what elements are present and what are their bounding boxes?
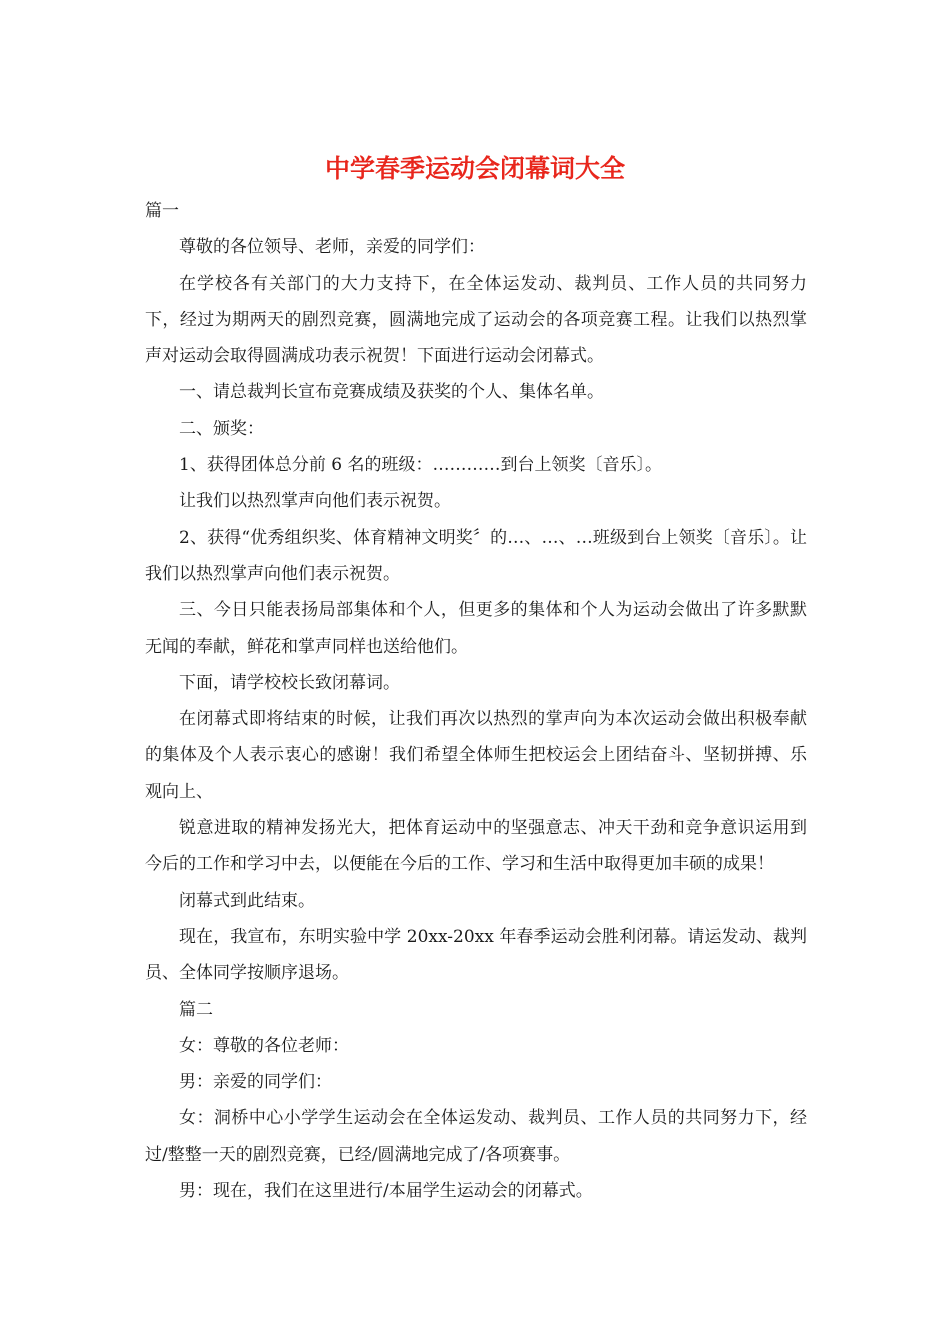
body-paragraph: 现在，我宣布，东明实验中学 20xx-20xx 年春季运动会胜利闭幕。请运发动、裁判员、全体同学按顺序退场。 <box>145 926 807 984</box>
body-paragraph: 闭幕式到此结束。 <box>179 890 315 911</box>
section-heading-part-one: 篇一 <box>145 201 179 221</box>
document-title: 中学春季运动会闭幕词大全 <box>324 154 625 183</box>
salutation: 尊敬的各位领导、老师，亲爱的同学们： <box>179 237 485 258</box>
body-paragraph: 2、获得“优秀组织奖、体育精神文明奖〞的…、…、…班级到台上领奖〔音乐〕。让我们以热烈掌声向他们表示祝贺。 <box>145 527 807 584</box>
body-paragraph: 在学校各有关部门的大力支持下，在全体运发动、裁判员、工作人员的共同努力下，经过为期两天的剧烈竞赛，圆满地完成了运动会的各项竞赛工程。让我们以热烈掌声对运动会取得圆满成功表示祝贺！下面进行运动会闭幕式。 <box>145 273 807 367</box>
section-heading-part-two: 篇二 <box>179 999 213 1020</box>
body-paragraph: 三、今日只能表扬局部集体和个人，但更多的集体和个人为运动会做出了许多默默无闻的奉献，鲜花和掌声同样也送给他们。 <box>145 600 807 657</box>
body-paragraph: 让我们以热烈掌声向他们表示祝贺。 <box>179 491 451 512</box>
dialogue-line: 男：亲爱的同学们： <box>179 1072 332 1093</box>
dialogue-line: 女：尊敬的各位老师： <box>179 1035 349 1056</box>
dialogue-line: 女：洞桥中心小学学生运动会在全体运发动、裁判员、工作人员的共同努力下，经过/整整一天的剧烈竞赛，已经/圆满地完成了/各项赛事。 <box>145 1108 807 1165</box>
dialogue-line: 男：现在，我们在这里进行/本届学生运动会的闭幕式。 <box>179 1181 593 1202</box>
body-paragraph: 在闭幕式即将结束的时候，让我们再次以热烈的掌声向为本次运动会做出积极奉献的集体及个人表示衷心的感谢！我们希望全体师生把校运会上团结奋斗、坚韧拼搏、乐观向上、 <box>145 709 807 802</box>
body-paragraph: 二、颁奖： <box>179 418 264 439</box>
body-paragraph: 锐意进取的精神发扬光大，把体育运动中的坚强意志、冲天干劲和竞争意识运用到今后的工作和学习中去，以便能在今后的工作、学习和生活中取得更加丰硕的成果！ <box>145 818 807 875</box>
document-body <box>145 193 807 1209</box>
body-paragraph: 下面，请学校校长致闭幕词。 <box>179 672 400 693</box>
body-paragraph: 1、获得团体总分前 6 名的班级：…………到台上领奖〔音乐〕。 <box>179 455 662 476</box>
body-paragraph: 一、请总裁判长宣布竞赛成绩及获奖的个人、集体名单。 <box>179 382 604 403</box>
